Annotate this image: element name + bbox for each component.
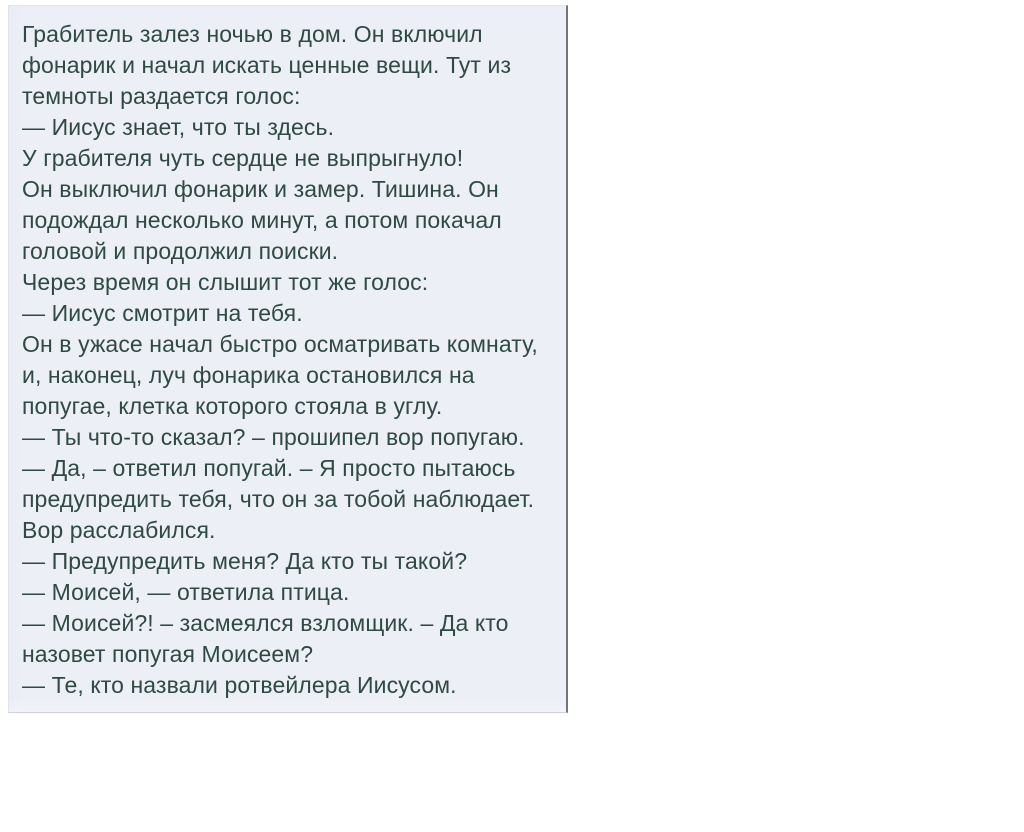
story-line: Вор расслабился. — [22, 517, 216, 543]
story-line: — Моисей, — ответила птица. — [22, 579, 350, 605]
story-line: Через время он слышит тот же голос: — [22, 269, 429, 295]
story-line: — Предупредить меня? Да кто ты такой? — [22, 548, 468, 574]
story-text — [9, 6, 566, 701]
story-line: и, наконец, луч фонарика остановился на — [22, 362, 475, 388]
story-line: — Да, – ответил попугай. – Я просто пытаюсь — [22, 455, 516, 481]
story-line: Он в ужасе начал быстро осматривать комнату, — [22, 331, 538, 357]
story-line: предупредить тебя, что он за тобой наблюдает. — [22, 486, 535, 512]
story-line: Грабитель залез ночью в дом. Он включил — [22, 21, 483, 47]
story-line: — Моисей?! – засмеялся взломщик. – Да кто — [22, 610, 509, 636]
text-card — [8, 5, 568, 713]
story-line: — Те, кто назвали ротвейлера Иисусом. — [22, 672, 457, 698]
story-line: попугае, клетка которого стояла в углу. — [22, 393, 443, 419]
story-line: — Ты что-то сказал? – прошипел вор попугаю. — [22, 424, 525, 450]
story-line: Он выключил фонарик и замер. Тишина. Он — [22, 176, 499, 202]
story-line: — Иисус знает, что ты здесь. — [22, 114, 335, 140]
story-line: У грабителя чуть сердце не выпрыгнуло! — [22, 145, 464, 171]
story-line: — Иисус смотрит на тебя. — [22, 300, 303, 326]
story-line: подождал несколько минут, а потом покачал — [22, 207, 502, 233]
story-line: фонарик и начал искать ценные вещи. Тут из — [22, 52, 512, 78]
story-line: темноты раздается голос: — [22, 83, 301, 109]
story-line: головой и продолжил поиски. — [22, 238, 339, 264]
story-line: назовет попугая Моисеем? — [22, 641, 314, 667]
